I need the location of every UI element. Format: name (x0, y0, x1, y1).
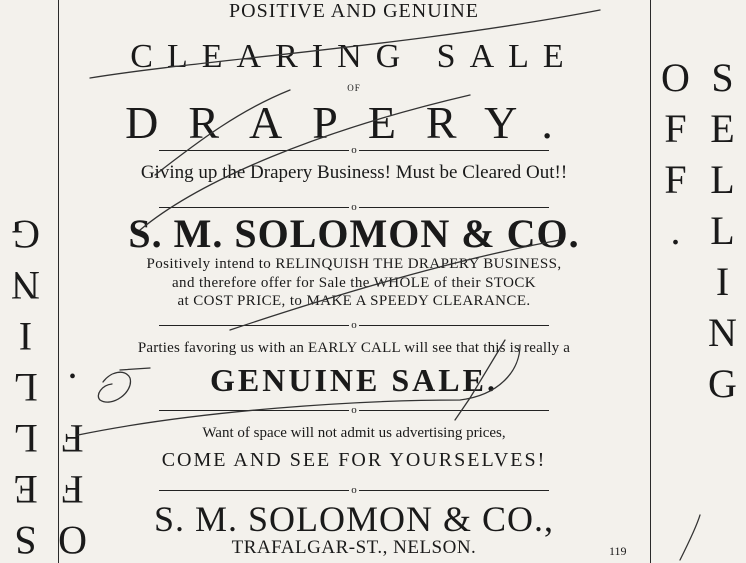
come-and-see-line: COME AND SEE FOR YOURSELVES! (161, 449, 547, 471)
cost-price-line: at COST PRICE, to MAKE A SPEEDY CLEARANCE. (177, 293, 531, 309)
right-border-rule (650, 0, 651, 563)
divider: o (60, 319, 648, 331)
divider: o (60, 484, 648, 496)
divider: o (60, 404, 648, 416)
side-text-left: SELLING OFF. (3, 206, 95, 563)
genuine-sale-heading: GENUINE SALE. (210, 362, 498, 398)
headline-positive-genuine: POSITIVE AND GENUINE (229, 0, 479, 22)
divider: o (60, 144, 648, 156)
firm-name: S. M. SOLOMON & CO. (128, 211, 580, 256)
firm-name-footer: S. M. SOLOMON & CO., (153, 499, 555, 539)
offer-line: and therefore offer for Sale the WHOLE of their STOCK (171, 275, 536, 291)
headline-drapery: DRAPERY. (125, 97, 583, 148)
giving-up-line: Giving up the Drapery Business! Must be Cleared Out!! (140, 162, 568, 183)
page-number: 119 (609, 544, 627, 558)
relinquish-line: Positively intend to RELINQUISH THE DRAPERY BUSINESS, (146, 256, 562, 272)
address: TRAFALGAR-ST., NELSON. (231, 537, 477, 558)
want-of-space-line: Want of space will not admit us advertising prices, (202, 425, 506, 441)
side-text-right: SELLING OFF. (653, 55, 745, 412)
divider: o (60, 201, 648, 213)
headline-clearing-sale: CLEARING SALE (130, 38, 578, 75)
headline-of: OF (347, 83, 361, 93)
early-call-line: Parties favoring us with an EARLY CALL will see that this is really a (137, 340, 571, 356)
